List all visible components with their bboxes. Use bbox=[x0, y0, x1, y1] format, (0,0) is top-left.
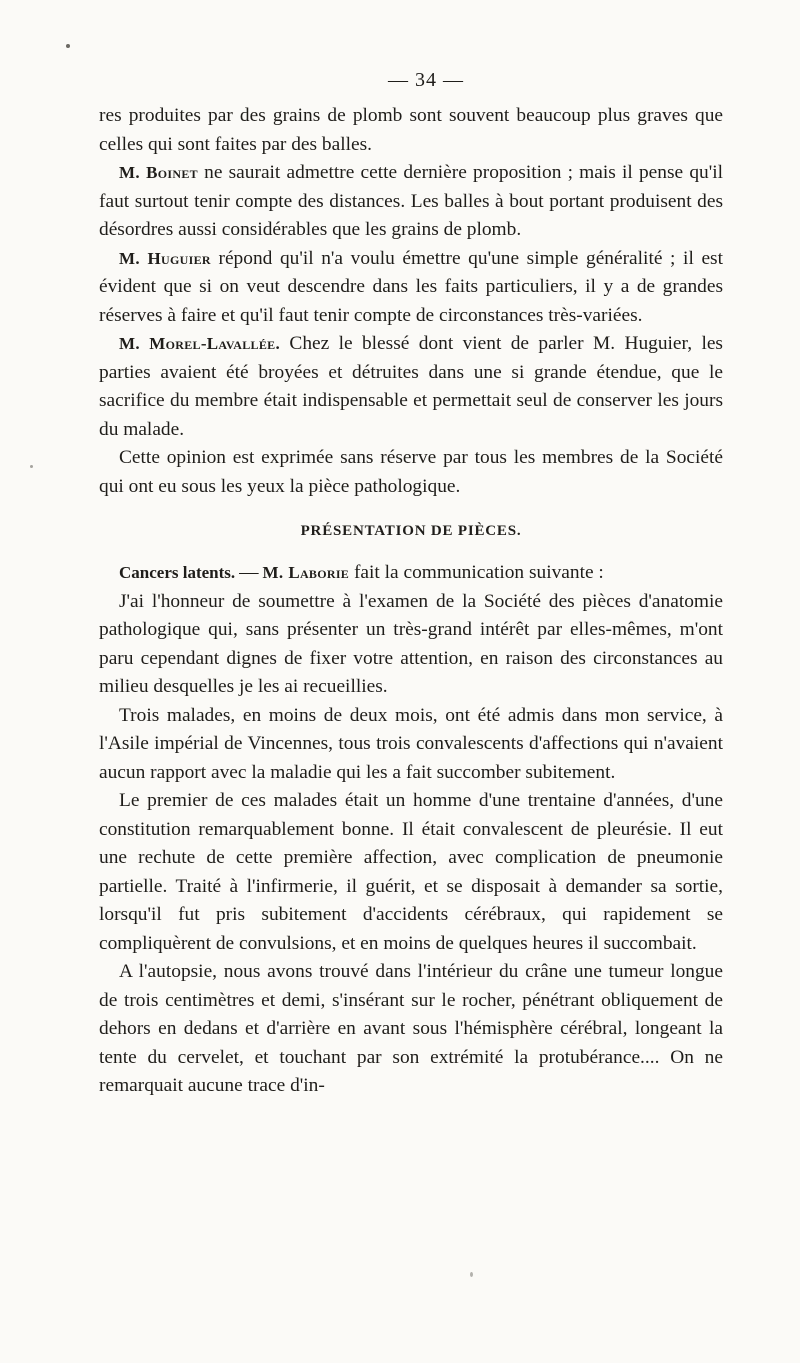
speaker-name: Boinet bbox=[146, 163, 198, 182]
page-speck bbox=[470, 1272, 473, 1277]
paragraph: A l'autopsie, nous avons trouvé dans l'intérieur du crâne une tumeur longue de trois centimètres et demi, s'insérant sur le rocher, pénétrant obliquement de dehors en dedans et d'arrière en avant sous l'hémisphère cérébral, longeant la tente du cervelet, et touchant par son extrémité la protubérance.... On ne remarquait aucune trace d'in- bbox=[99, 961, 723, 1096]
dash: — bbox=[239, 562, 259, 583]
paragraph: Trois malades, en moins de deux mois, ont été admis dans mon service, à l'Asile impérial de Vincennes, tous trois convalescents d'affections qui n'avaient aucun rapport avec la maladie qui les a fait succomber subitement. bbox=[99, 704, 723, 783]
paragraph bbox=[99, 159, 723, 245]
speaker-name: Laborie bbox=[288, 563, 350, 582]
paragraph-text: Chez le blessé dont vient de parler M. Huguier, les parties avaient été broyées et détruites dans une si grande étendue, que le sacrifice du membre était indispensable et permettait seul de conserver les jours du malade. bbox=[99, 333, 723, 440]
speaker-prefix: M. bbox=[262, 563, 284, 582]
section-subtitle: Cancers latents. bbox=[119, 563, 236, 582]
page-content bbox=[99, 68, 723, 1101]
page-speck bbox=[30, 465, 33, 468]
speaker-prefix: M. bbox=[119, 248, 140, 268]
speaker-name: Morel-Lavallée. bbox=[149, 334, 281, 353]
page-speck bbox=[66, 44, 70, 48]
speaker-prefix: M. bbox=[119, 334, 140, 353]
section-intro bbox=[99, 559, 723, 588]
section-heading: PRÉSENTATION DE PIÈCES. bbox=[300, 523, 522, 539]
paragraph: Le premier de ces malades était un homme d'une trentaine d'années, d'une constitution remarquablement bonne. Il était convalescent de pleurésie. Il eut une rechute de cette première affection, avec complication de pneumonie partielle. Traité à l'infirmerie, il guérit, et se disposait à demander sa sortie, lorsqu'il fut pris subitement d'accidents cérébraux, qui rapidement se compliquèrent de convulsions, et en moins de quelques heures il succombait. bbox=[99, 790, 723, 954]
paragraph: J'ai l'honneur de soumettre à l'examen de la Société des pièces d'anatomie pathologique qui, sans présenter un très-grand intérêt par elles-mêmes, m'ont paru cependant dignes de fixer votre attention, en raison des circonstances au milieu desquelles je les ai recueillies. bbox=[99, 590, 723, 697]
paragraph-text: fait la communication suivante : bbox=[349, 562, 604, 583]
paragraph-text: répond qu'il n'a voulu émettre qu'une simple généralité ; il est évident que si on veut descendre dans les faits particuliers, il y a de grandes réserves à faire et qu'il faut tenir compte de circonstances très-variées. bbox=[99, 247, 723, 326]
speaker-name: Huguier bbox=[147, 248, 211, 268]
speaker-prefix: M. bbox=[119, 163, 140, 182]
paragraph bbox=[99, 245, 723, 331]
paragraph: Cette opinion est exprimée sans réserve par tous les membres de la Société qui ont eu sous les yeux la pièce pathologique. bbox=[99, 447, 723, 497]
body-text bbox=[99, 102, 723, 1101]
paragraph bbox=[99, 330, 723, 444]
paragraph: res produites par des grains de plomb sont souvent beaucoup plus graves que celles qui sont faites par des balles. bbox=[99, 105, 723, 155]
paragraph-text: ne saurait admettre cette dernière proposition ; mais il pense qu'il faut surtout tenir compte des distances. Les balles à bout portant produisent des désordres aussi considérables que les grains de plomb. bbox=[99, 162, 723, 240]
page-number: — 34 — bbox=[388, 69, 464, 91]
